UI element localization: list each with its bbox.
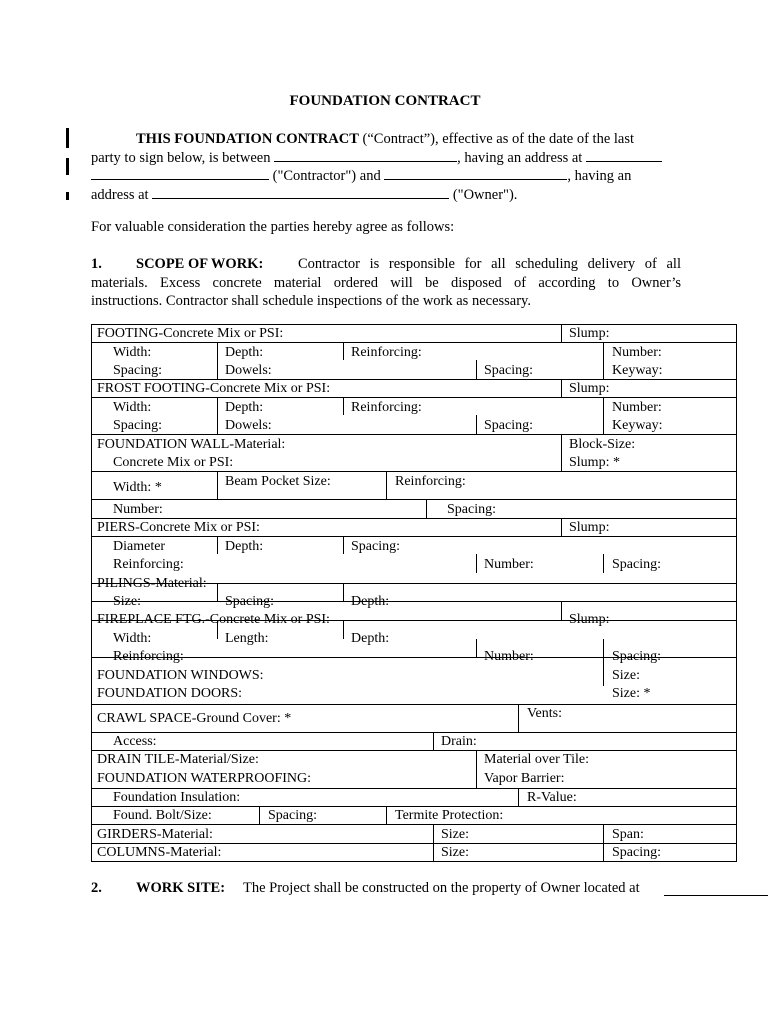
table-cell: FIREPLACE FTG.-Concrete Mix or PSI: bbox=[97, 612, 330, 627]
table-cell: Depth: bbox=[225, 539, 264, 554]
section-text: Contractor is responsible for all scheduling delivery of all bbox=[298, 256, 681, 272]
table-cell: FOUNDATION WALL-Material: bbox=[97, 437, 286, 452]
table-cell: Reinforcing: bbox=[351, 345, 422, 360]
table-cell: Termite Protection: bbox=[395, 808, 504, 823]
intro-lead: THIS FOUNDATION CONTRACT bbox=[136, 131, 359, 147]
table-cell: Width: bbox=[113, 400, 152, 415]
table-cell: Length: bbox=[225, 631, 269, 646]
table-cell: CRAWL SPACE-Ground Cover: * bbox=[97, 711, 292, 726]
table-cell: Size: bbox=[441, 827, 469, 842]
contractor-name-blank[interactable] bbox=[274, 149, 457, 162]
table-cell: Number: bbox=[484, 649, 534, 664]
table-cell: Spacing: bbox=[113, 418, 162, 433]
table-cell: Keyway: bbox=[612, 418, 663, 433]
table-cell: Depth: bbox=[351, 631, 390, 646]
table-cell: Number: bbox=[484, 557, 534, 572]
table-cell: GIRDERS-Material: bbox=[97, 827, 213, 842]
table-cell: Concrete Mix or PSI: bbox=[113, 455, 234, 470]
intro-text: address at bbox=[91, 186, 153, 203]
table-cell: Spacing: bbox=[268, 808, 317, 823]
margin-change-bar bbox=[66, 192, 69, 200]
table-cell: Beam Pocket Size: bbox=[225, 474, 331, 489]
table-cell: Size: bbox=[612, 668, 640, 683]
table-cell: DRAIN TILE-Material/Size: bbox=[97, 752, 259, 767]
table-cell: Size: bbox=[113, 594, 141, 609]
table-cell: Drain: bbox=[441, 734, 477, 749]
section-number: 1. bbox=[91, 256, 102, 272]
table-cell: Reinforcing: bbox=[351, 400, 422, 415]
table-cell: Depth: bbox=[225, 400, 264, 415]
table-cell: Depth: bbox=[225, 345, 264, 360]
table-cell: Size: bbox=[441, 845, 469, 860]
table-cell: Diameter bbox=[113, 539, 166, 554]
intro-text: ("Owner"). bbox=[449, 186, 518, 203]
owner-address-blank[interactable] bbox=[152, 186, 449, 199]
intro-text: party to sign below, is between bbox=[91, 149, 275, 166]
table-cell: Slump: bbox=[569, 326, 610, 341]
table-cell: Spacing: bbox=[612, 649, 661, 664]
table-cell: Spacing: bbox=[484, 363, 533, 378]
table-cell: Depth: bbox=[351, 594, 390, 609]
contractor-address-blank[interactable] bbox=[586, 149, 662, 162]
table-cell: Number: bbox=[612, 400, 662, 415]
intro-text: (“Contract”), effective as of the date of the last bbox=[358, 131, 635, 147]
section-heading: WORK SITE: bbox=[136, 880, 226, 896]
table-cell: FOOTING-Concrete Mix or PSI: bbox=[97, 326, 284, 341]
table-cell: Slump: bbox=[569, 612, 610, 627]
table-cell: Material over Tile: bbox=[484, 752, 589, 767]
table-cell: Foundation Insulation: bbox=[113, 790, 241, 805]
margin-change-bar bbox=[66, 128, 69, 148]
consideration-text: For valuable consideration the parties hereby agree as follows: bbox=[91, 219, 455, 235]
section-heading: SCOPE OF WORK: bbox=[136, 256, 264, 272]
owner-name-blank[interactable] bbox=[384, 167, 567, 180]
table-cell: PILINGS-Material: bbox=[97, 576, 207, 591]
table-cell: FOUNDATION WINDOWS: bbox=[97, 668, 264, 683]
table-cell: COLUMNS-Material: bbox=[97, 845, 222, 860]
table-cell: Span: bbox=[612, 827, 644, 842]
intro-text: , having an address at bbox=[457, 149, 586, 166]
table-cell: FOUNDATION WATERPROOFING: bbox=[97, 771, 312, 786]
intro-text: ("Contractor") and bbox=[269, 168, 385, 184]
table-cell: Slump: * bbox=[569, 455, 620, 470]
table-cell: Spacing: bbox=[113, 363, 162, 378]
table-cell: Spacing: bbox=[612, 557, 661, 572]
table-cell: R-Value: bbox=[527, 790, 577, 805]
document-title: FOUNDATION CONTRACT bbox=[289, 93, 481, 109]
table-cell: Spacing: bbox=[351, 539, 400, 554]
table-cell: Size: * bbox=[612, 686, 651, 701]
table-cell: FROST FOOTING-Concrete Mix or PSI: bbox=[97, 381, 331, 396]
table-cell: Slump: bbox=[569, 381, 610, 396]
table-cell: Access: bbox=[113, 734, 157, 749]
margin-change-bar bbox=[66, 158, 69, 175]
table-cell: Reinforcing: bbox=[113, 649, 184, 664]
table-cell: Spacing: bbox=[612, 845, 661, 860]
table-cell: Reinforcing: bbox=[395, 474, 466, 489]
specification-table bbox=[91, 324, 737, 862]
table-cell: Vapor Barrier: bbox=[484, 771, 565, 786]
contractor-address-blank-2[interactable] bbox=[91, 167, 269, 180]
table-cell: Spacing: bbox=[484, 418, 533, 433]
section-text: instructions. Contractor shall schedule inspections of the work as necessary. bbox=[91, 293, 531, 309]
property-location-blank[interactable] bbox=[664, 880, 768, 896]
table-cell: Found. Bolt/Size: bbox=[113, 808, 212, 823]
table-cell: Width: bbox=[113, 631, 152, 646]
intro-paragraph bbox=[91, 130, 681, 204]
section-text: The Project shall be constructed on the property of Owner located at bbox=[243, 880, 640, 896]
intro-text: , having an bbox=[567, 168, 632, 184]
table-cell: Spacing: bbox=[225, 594, 274, 609]
table-cell: Dowels: bbox=[225, 363, 272, 378]
table-cell: Number: bbox=[113, 502, 163, 517]
table-cell: Vents: bbox=[527, 706, 562, 721]
section-number: 2. bbox=[91, 880, 102, 896]
section-text: materials. Excess concrete material ordered will be disposed of according to Owner’s bbox=[91, 274, 681, 291]
table-cell: Reinforcing: bbox=[113, 557, 184, 572]
table-cell: Slump: bbox=[569, 520, 610, 535]
table-cell: Width: bbox=[113, 345, 152, 360]
table-cell: Spacing: bbox=[447, 502, 496, 517]
table-cell: Keyway: bbox=[612, 363, 663, 378]
table-cell: Dowels: bbox=[225, 418, 272, 433]
table-cell: Number: bbox=[612, 345, 662, 360]
table-cell: Width: * bbox=[113, 480, 162, 495]
table-cell: PIERS-Concrete Mix or PSI: bbox=[97, 520, 260, 535]
table-cell: FOUNDATION DOORS: bbox=[97, 686, 243, 701]
table-cell: Block-Size: bbox=[569, 437, 636, 452]
section-1 bbox=[91, 255, 681, 311]
